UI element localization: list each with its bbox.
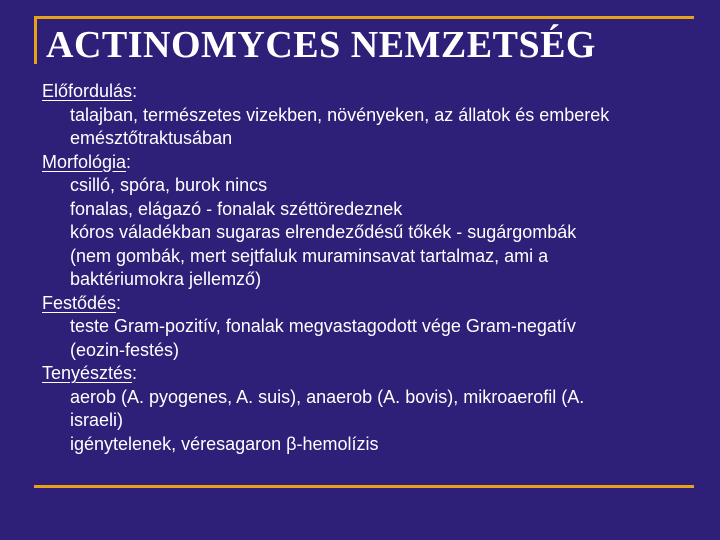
slide-body (42, 80, 682, 456)
frame-top-line (34, 16, 694, 19)
body-line: igénytelenek, véresagaron β-hemolízis (70, 433, 379, 454)
body-line: csilló, spóra, burok nincs (70, 175, 268, 195)
body-line: (eozin-festés) (70, 339, 180, 360)
body-line: baktériumokra jellemző) (70, 269, 262, 289)
body-line: aerob (A. pyogenes, A. suis), anaerob (A. bovis), mikroaerofil (A. (70, 386, 585, 407)
body-line: kóros váladékban sugaras elrendeződésű tőkék - sugárgombák (70, 222, 577, 242)
body-line: emésztőtraktusában (70, 128, 233, 148)
frame-bottom-line (34, 485, 694, 488)
section-heading-morfologia: Morfológia: (42, 151, 132, 172)
body-line: fonalas, elágazó - fonalak széttöredeznek (70, 198, 403, 219)
body-line: israeli) (70, 410, 124, 430)
frame-left-line (34, 16, 37, 64)
section-heading-festodes: Festődés: (42, 292, 122, 313)
body-line: talajban, természetes vizekben, növényeken, az állatok és emberek (70, 104, 610, 125)
slide-title: ACTINOMYCES NEMZETSÉG (46, 24, 596, 66)
section-heading-elofordulas: Előfordulás: (42, 81, 138, 101)
body-line: teste Gram-pozitív, fonalak megvastagodott vége Gram-negatív (70, 316, 576, 336)
body-line: (nem gombák, mert sejtfaluk muraminsavat tartalmaz, ami a (70, 245, 549, 266)
section-heading-tenyesztes: Tenyésztés: (42, 363, 138, 383)
